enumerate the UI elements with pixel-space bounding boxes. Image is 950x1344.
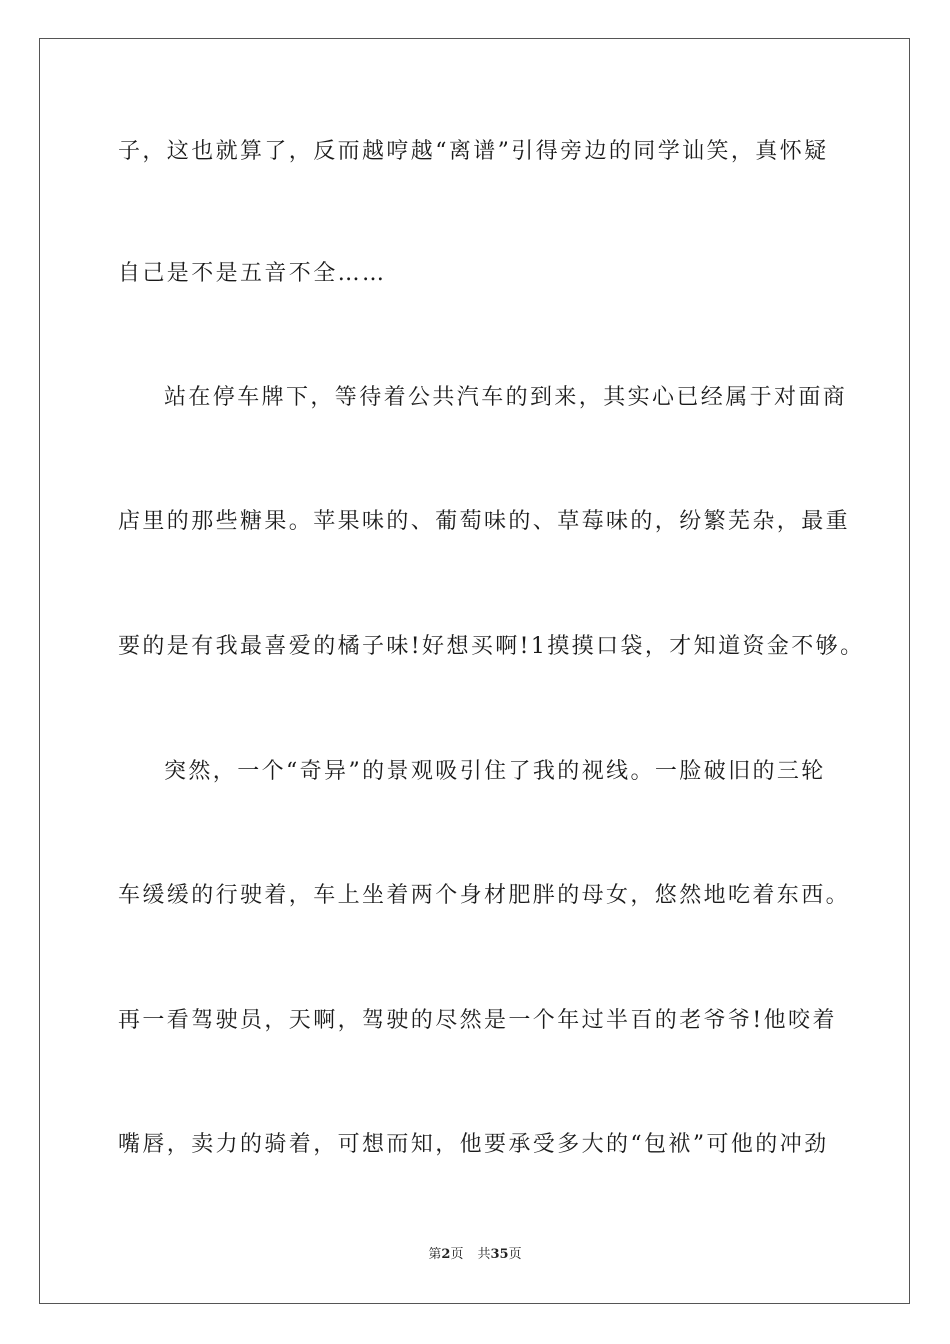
text-line-4: 店里的那些糖果。苹果味的、葡萄味的、草莓味的，纷繁芜杂，最重 <box>118 509 851 534</box>
total-pages: 35 <box>490 1247 509 1262</box>
text-line-3: 站在停车牌下，等待着公共汽车的到来，其实心已经属于对面商 <box>164 385 848 410</box>
text-line-2: 自己是不是五音不全…… <box>118 261 387 286</box>
text-line-9: 嘴唇，卖力的骑着，可想而知，他要承受多大的“包袱”可他的冲劲 <box>118 1132 829 1157</box>
text-line-8: 再一看驾驶员，天啊，驾驶的尽然是一个年过半百的老爷爷!他咬着 <box>118 1008 837 1033</box>
text-line-1: 子，这也就算了，反而越哼越“离谱”引得旁边的同学讪笑，真怀疑 <box>118 139 829 164</box>
page-number: 2 <box>441 1247 451 1262</box>
text-line-6: 突然，一个“奇异”的景观吸引住了我的视线。一脸破旧的三轮 <box>164 759 826 784</box>
page-prefix: 第 <box>428 1247 442 1262</box>
text-line-5: 要的是有我最喜爱的橘子味!好想买啊!1摸摸口袋，才知道资金不够。 <box>118 634 865 659</box>
page-footer <box>0 1246 950 1264</box>
total-suffix: 页 <box>508 1247 522 1262</box>
page-suffix: 页 <box>450 1247 464 1262</box>
text-line-7: 车缓缓的行驶着，车上坐着两个身材肥胖的母女，悠然地吃着东西。 <box>118 883 851 908</box>
page-border <box>39 38 910 1304</box>
total-prefix: 共 <box>477 1247 491 1262</box>
